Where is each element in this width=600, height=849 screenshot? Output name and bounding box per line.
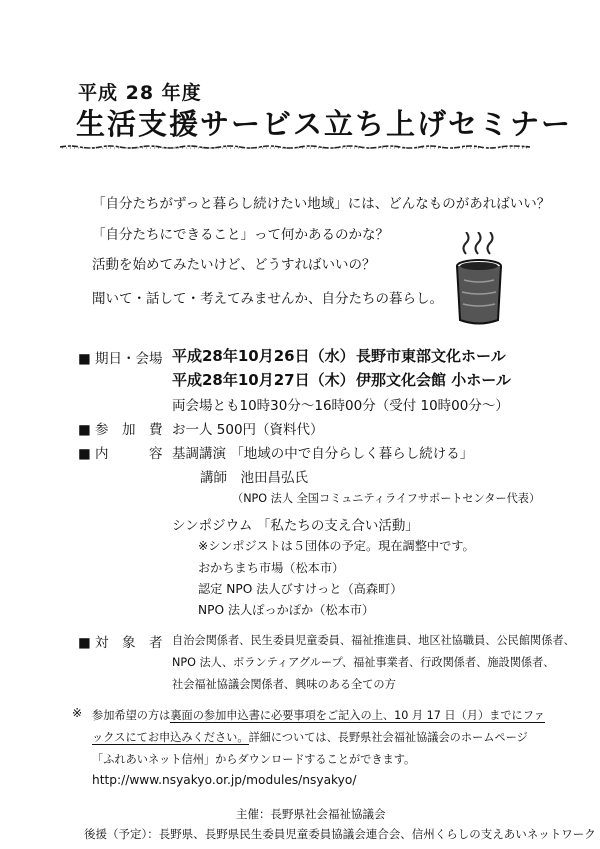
keynote-title: 基調講演 「地域の中で自分らしく暮らし続ける」 [172,446,474,462]
lecturer-name: 講師 池田昌弘氏 [200,470,308,486]
lecturer-organization: （NPO 法人 全国コミュニティライフサポートセンター代表） [232,492,541,505]
content-label: ■ 内 容 [78,446,163,462]
page-title: 生活支援サービス立ち上げセミナー [76,107,573,141]
schedule-time: 両会場とも10時30分～16時00分（受付 10時00分～） [172,398,509,414]
schedule-date-2: 平成28年10月27日（木） [172,371,355,389]
tea-cup-icon [448,232,510,328]
symposium-title: シンポジウム 「私たちの支え合い活動」 [172,518,419,534]
fee-label: ■ 参 加 費 [78,422,163,438]
symposium-group-3: NPO 法人ぽっかぽか（松本市） [198,603,375,617]
intro-line-3: 活動を始めてみたいけど、どうすればいいの？ [92,257,376,273]
event-year: 平成 28 年度 [78,82,202,104]
intro-line-1: 「自分たちがずっと暮らし続けたい地域」には、どんなものがあればいい？ [92,196,551,212]
note-line-3: 「ふれあいネット信州」からダウンロードすることができます。 [92,753,416,766]
target-line-1: 自治会関係者、民生委員児童委員、福祉推進員、地区社協職員、公民館関係者、 [172,634,575,647]
symposium-group-2: 認定 NPO 法人びすけっと（高森町） [198,582,403,596]
note-mark: ※ [72,706,83,720]
note-line-1 [92,707,545,723]
target-label: ■ 対 象 者 [78,635,163,651]
symposium-group-1: おかちまち市場（松本市） [198,561,345,575]
schedule-label: ■ 期日・会場 [78,351,163,367]
note-line-2-detail: 詳細については、長野県社会福祉協議会のホームページ [248,731,528,744]
target-line-2: NPO 法人、ボランティアグループ、福祉事業者、行政関係者、施設関係者、 [172,656,555,669]
symposium-note: ※シンポジストは５団体の予定。現在調整中です。 [198,539,475,553]
note-line-2 [92,729,528,745]
support-text: 後援（予定）：長野県、長野県民生委員児童委員協議会連合会、信州くらしの支えあいネットワーク [84,827,596,841]
schedule-date-1: 平成28年10月26日（水） [172,347,355,365]
note-line-1-deadline: 裏面の参加申込書に必要事項をご記入の上、10 月 17 日（月）までにファ [170,709,545,722]
intro-line-4: 聞いて・話して・考えてみませんか、自分たちの暮らし。 [92,291,443,307]
note-line-1-intro: 参加希望の方は [92,709,171,722]
intro-line-2: 「自分たちにできること」って何かあるのかな？ [92,227,389,243]
organizer-text: 主催：長野県社会福祉協議会 [236,807,386,821]
website-url-link[interactable]: http://www.nsyakyo.or.jp/modules/nsyakyo/ [92,773,357,787]
decorative-divider [60,144,530,150]
schedule-venue-2: 伊那文化会館 小ホール [356,371,511,389]
schedule-venue-1: 長野市東部文化ホール [356,347,506,365]
fee-value: お一人 500円（資料代） [172,422,324,438]
target-line-3: 社会福祉協議会関係者、興味のある全ての方 [172,678,396,691]
note-line-2-fax: ックスにてお申込みください。 [92,731,249,744]
